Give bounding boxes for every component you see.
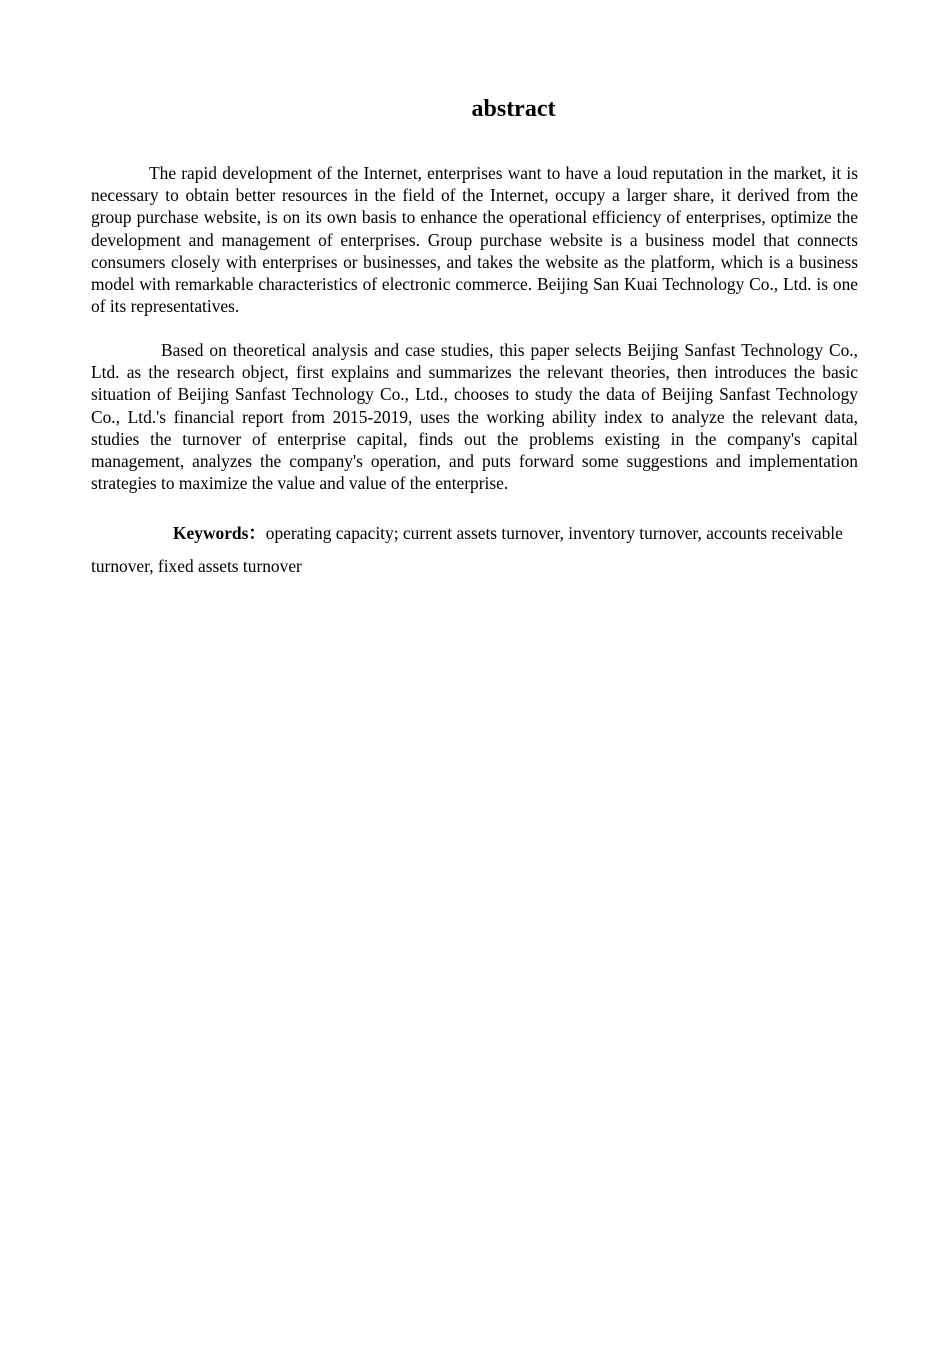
abstract-paragraph-2: Based on theoretical analysis and case studies, this paper selects Beijing Sanfast Technology Co., Ltd. as the research object, first explains and summarizes the relevant theories, then introduces the basic situation of Beijing Sanfast Technology Co., Ltd., chooses to study the data of Beijing Sanfast Technology Co., Ltd.'s financial report from 2015-2019, uses the working ability index to analyze the relevant data, studies the turnover of enterprise capital, finds out the problems existing in the company's capital management, analyzes the company's operation, and puts forward some suggestions and implementation strategies to maximize the value and value of the enterprise. [91,340,858,494]
page-title: abstract [471,96,556,122]
keywords-label: Keywords： [173,523,266,543]
keywords-line [91,517,858,583]
abstract-paragraph-1: The rapid development of the Internet, enterprises want to have a loud reputation in the market, it is necessary to obtain better resources in the field of the Internet, occupy a larger share, it derived from the group purchase website, is on its own basis to enhance the operational efficiency of enterprises, optimize the development and management of enterprises. Group purchase website is a business model that connects consumers closely with enterprises or businesses, and takes the website as the platform, which is a business model with remarkable characteristics of electronic commerce. Beijing San Kuai Technology Co., Ltd. is one of its representatives. [91,163,858,317]
keywords-text: operating capacity; current assets turnover, inventory turnover, accounts receivable turnover, fixed assets turnover [91,523,843,576]
